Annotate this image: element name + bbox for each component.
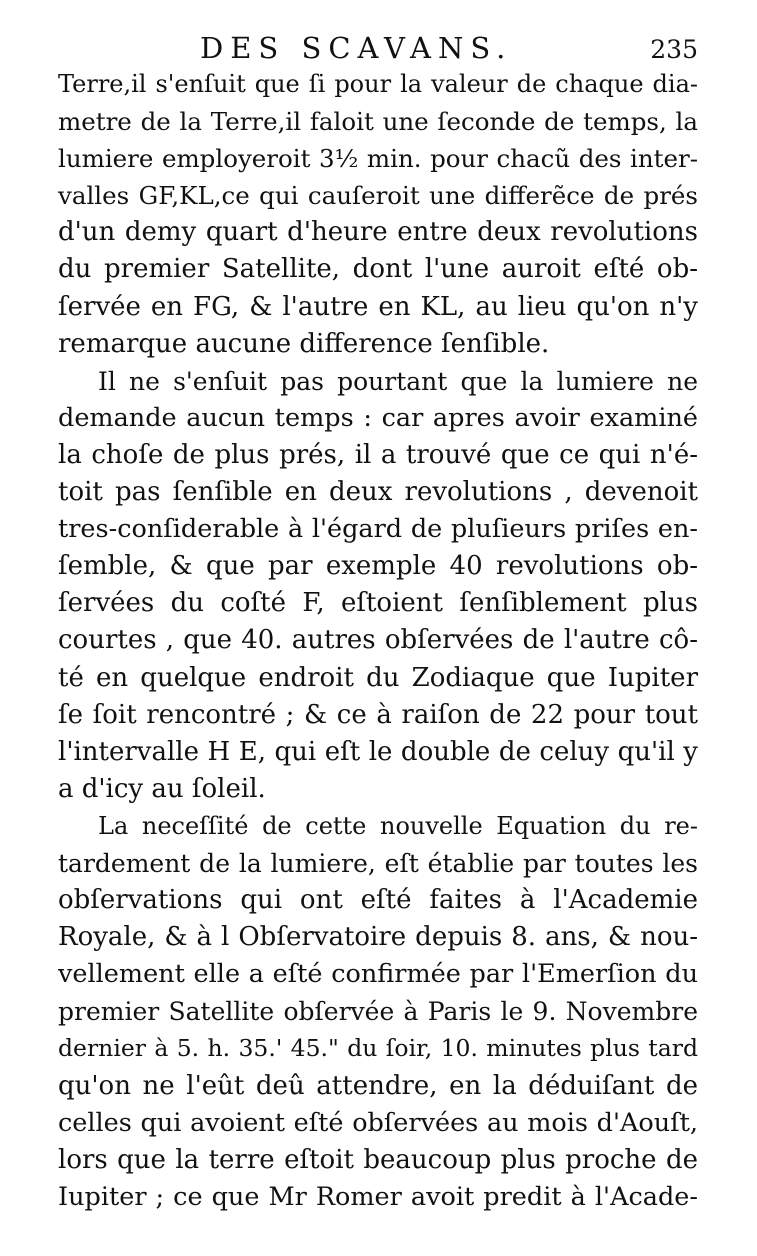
text-line: Royale, & à l Obſervatoire depuis 8. ans, & nou- [58,922,698,953]
paragraph-first-line: Il ne s'enſuit pas pourtant que la lumiere ne [98,366,698,396]
text-line: la choſe de plus prés, il a trouvé que ce qui n'é- [58,439,698,470]
text-line: Terre,il s'enſuit que ſi pour la valeur de chaque dia- [58,70,698,98]
running-head-title: DES SCAVANS. [200,31,513,65]
text-line: tardement de la lumiere, eſt établie par toutes les [58,848,698,878]
text-line: dernier à 5. h. 35.' 45." du ſoir, 10. minutes plus tard [58,1034,698,1063]
text-line: ſervées du coſté F, eſtoient ſenſiblement plus [58,588,698,619]
text-line: metre de la Terre,il faloit une ſeconde de temps, la [58,107,698,137]
text-line: a d'icy au ſoleil. [58,773,266,804]
text-line: lors que la terre eſtoit beaucoup plus proche de [58,1144,698,1175]
text-line: tres-conſiderable à l'égard de pluſieurs priſes en- [58,514,698,545]
text-line: toit pas ſenſible en deux revolutions , devenoit [58,477,698,508]
text-line: remarque aucune difference ſenſible. [58,328,550,359]
text-line: té en quelque endroit du Zodiaque que Iupiter [58,662,698,693]
text-line: valles GF,KL,ce qui cauſeroit une differẽce de prés [58,181,698,211]
text-line: celles qui avoient eſté obſervées au mois d'Aouſt, [58,1107,698,1138]
text-line: courtes , que 40. autres obſervées de l'autre cô- [58,625,698,656]
text-line: vellement elle a eſté confirmée par l'Emerſion du [58,959,698,990]
running-head [58,28,698,68]
text-line: ſemble, & que par exemple 40 revolutions ob- [58,551,698,582]
text-line: obſervations qui ont eſté faites à l'Academie [58,885,698,916]
page-number: 235 [650,35,698,64]
text-line: lumiere employeroit 3½ min. pour chacũ des inter- [58,144,698,174]
text-line: demande aucun temps : car apres avoir examiné [58,402,698,433]
text-line: premier Satellite obſervée à Paris le 9. Novembre [58,997,698,1027]
text-line: ſe ſoit rencontré ; & ce à raiſon de 22 pour tout [58,699,698,730]
paragraph-first-line: La neceſſité de cette nouvelle Equation du re- [98,811,698,840]
text-line: qu'on ne l'eût deû attendre, en la déduiſant de [58,1070,698,1101]
text-line: d'un demy quart d'heure entre deux revolutions [58,217,698,248]
text-line: l'intervalle H E, qui eſt le double de celuy qu'il y [58,736,698,767]
text-line: du premier Satellite, dont l'une auroit eſté ob- [58,254,698,285]
body-text [58,66,698,1216]
text-line: ſervée en FG, & l'autre en KL, au lieu qu'on n'y [58,291,698,322]
text-line: Iupiter ; ce que Mr Romer avoit predit à l'Acade- [58,1181,698,1212]
